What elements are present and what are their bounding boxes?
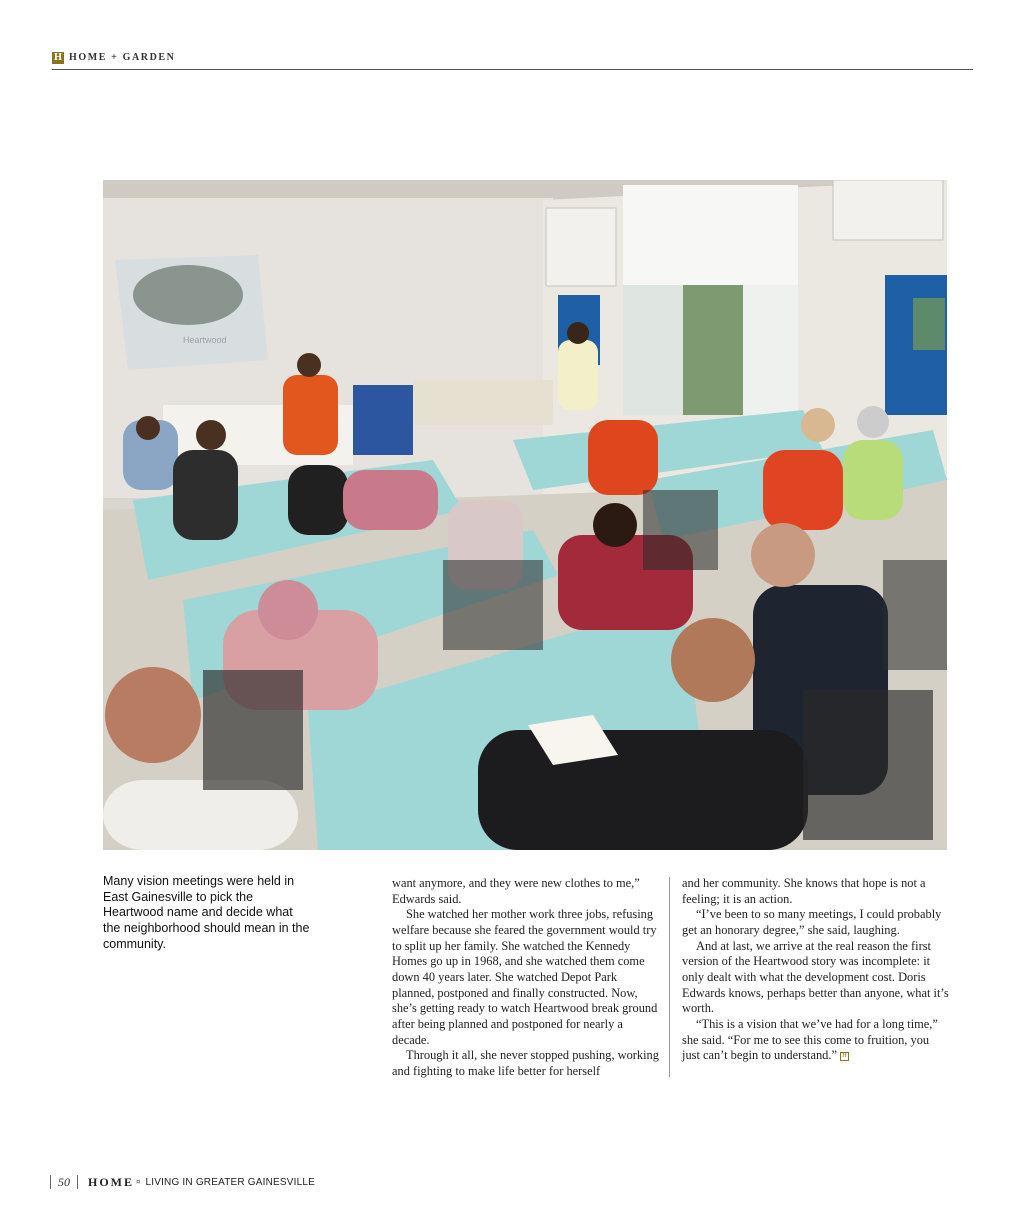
paragraph-text: “This is a vision that we’ve had for a long time,” she said. “For me to see this come to fruition, you just can’t begin to understand.” [682,1016,938,1063]
section-badge-icon: H [53,53,63,63]
photo-caption: Many vision meetings were held in East Gainesville to pick the Heartwood name and decide what the neighborhood should mean in the community. [103,874,310,951]
footer-tagline: LIVING IN GREATER GAINESVILLE [145,1176,316,1188]
footer-rule-left [50,1175,51,1189]
paragraph: want anymore, and they were new clothes to me,” Edwards said. [392,876,640,906]
paragraph: Through it all, she never stopped pushing, working and fighting to make life better for herself [392,1048,659,1078]
footer-separator-icon: ¤ [136,1178,141,1186]
paragraph: “I’ve been to so many meetings, I could probably get an honorary degree,” she said, laughing. [682,907,942,937]
paragraph-final [682,1017,950,1064]
paragraph: She watched her mother work three jobs, refusing welfare because she feared the government would try to split up her family. She watched the Kennedy Homes go up in 1968, and she watched them come down 40 years later. She watched Depot Park planned, postponed and finally constructed. Now, she’s getting ready to watch Heartwood break ground after being planned and postponed for nearly a decade. [392,907,658,1047]
body-column-1 [392,876,660,1080]
column-divider [669,877,670,1077]
end-mark-icon: H [840,1052,849,1061]
footer-rule-right [77,1175,78,1189]
body-column-2 [682,876,950,1064]
paragraph: and her community. She knows that hope is not a feeling; it is an action. [682,876,926,906]
projection-text: Heartwood [183,335,227,345]
page-header [52,51,973,70]
paragraph: And at last, we arrive at the real reason the first version of the Heartwood story was incomplete: it only dealt with what the development cost. Doris Edwards knows, perhaps better than anyone, what it’s worth. [682,938,949,1016]
footer-brand: HOME [88,1174,134,1189]
page-footer [50,1174,315,1190]
page-number: 50 [58,1174,70,1189]
meeting-photo [103,180,947,850]
section-label: HOME + GARDEN [69,52,176,63]
